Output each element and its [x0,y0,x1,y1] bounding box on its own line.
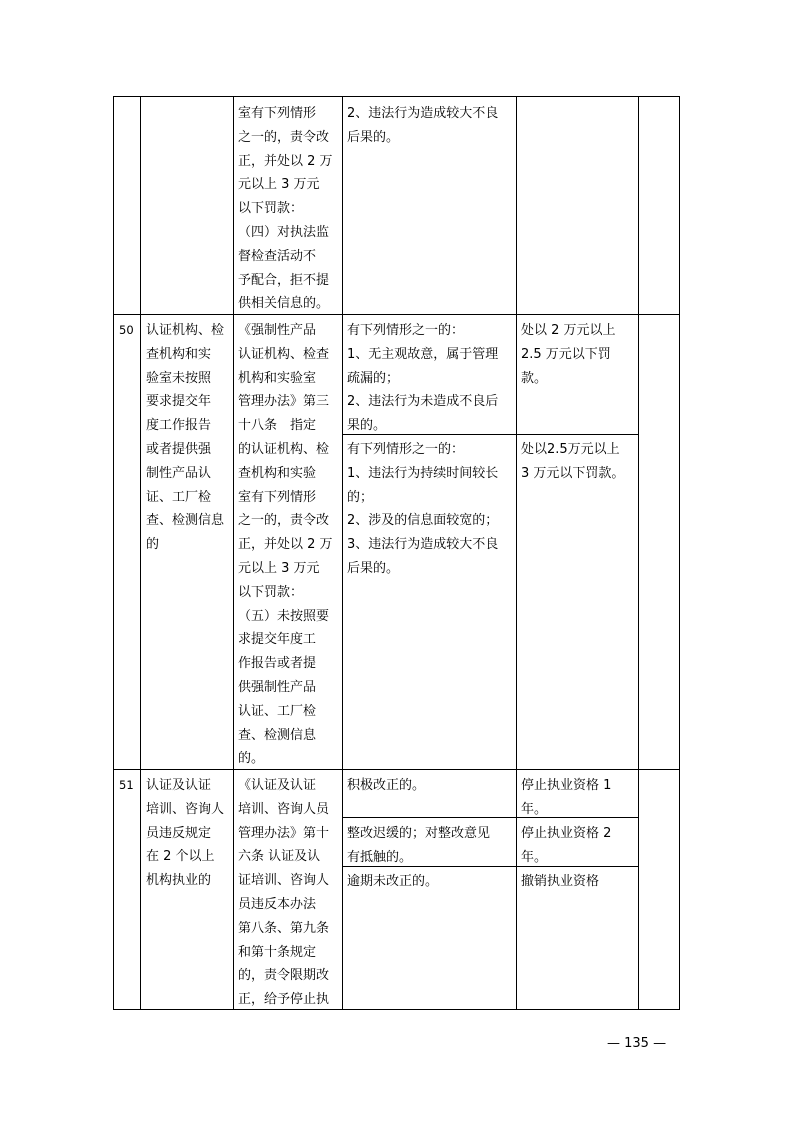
violation-cell: 认证及认证 培训、咨询人 员违反规定 在 2 个以上 机构执业的 [146,778,225,889]
page-number: — 135 — [607,1036,667,1051]
basis-cell: 《强制性产品 认证机构、检查 机构和实验室 管理办法》第三 十八条 指定 的认证机构、检 查机构和实验 室有下列情形 之一的，责令改 正，并处以 2 万 元以上 3 万元 以下罚款： （五）未按照要 求提交年度工 作报告或者提 供强制性产品 认证、工厂检 查、检测信息 的。 [238,323,333,767]
row-number: 50 [119,323,134,337]
column-divider [638,97,639,1009]
circumstance-cell: 积极改正的。 [347,778,426,793]
basis-cell: 《认证及认证 培训、咨询人员 管理办法》第十 六条 认证及认 证培训、咨询人 员违反本办法 第八条、第九条 和第十条规定 的，责令限期改 正，给予停止执 [238,778,330,1008]
circumstance-cell: 有下列情形之一的： 1、无主观故意，属于管理 疏漏的； 2、违法行为未造成不良后 果的。 [347,323,499,434]
penalty-cell: 撤销执业资格 [521,874,600,889]
column-divider [342,97,343,1009]
penalty-table [113,96,680,1010]
row-divider [114,769,679,770]
penalty-cell: 处以 2 万元以上 2.5 万元以下罚 款。 [521,323,616,386]
penalty-cell: 停止执业资格 1 年。 [521,778,612,817]
column-divider [140,97,141,1009]
circumstance-cell: 2、违法行为造成较大不良 后果的。 [347,106,499,145]
circumstance-cell: 逾期未改正的。 [347,874,439,889]
column-divider [516,97,517,1009]
penalty-cell: 处以2.5万元以上 3 万元以下罚款。 [521,442,625,481]
basis-cell: 室有下列情形 之一的，责令改 正，并处以 2 万 元以上 3 万元 以下罚款： （四）对执法监 督检查活动不 予配合，拒不提 供相关信息的。 [238,106,333,312]
circumstance-cell: 有下列情形之一的： 1、违法行为持续时间较长 的； 2、涉及的信息面较宽的； 3、违法行为造成较大不良 后果的。 [347,442,499,576]
penalty-cell: 停止执业资格 2 年。 [521,826,612,865]
row-number: 51 [119,778,134,792]
row-divider [114,314,679,315]
violation-cell: 认证机构、检 查机构和实 验室未按照 要求提交年 度工作报告 或者提供强 制性产品认 证、工厂检 查、检测信息 的 [146,323,225,553]
column-divider [233,97,234,1009]
circumstance-cell: 整改迟缓的；对整改意见 有抵触的。 [347,826,491,865]
